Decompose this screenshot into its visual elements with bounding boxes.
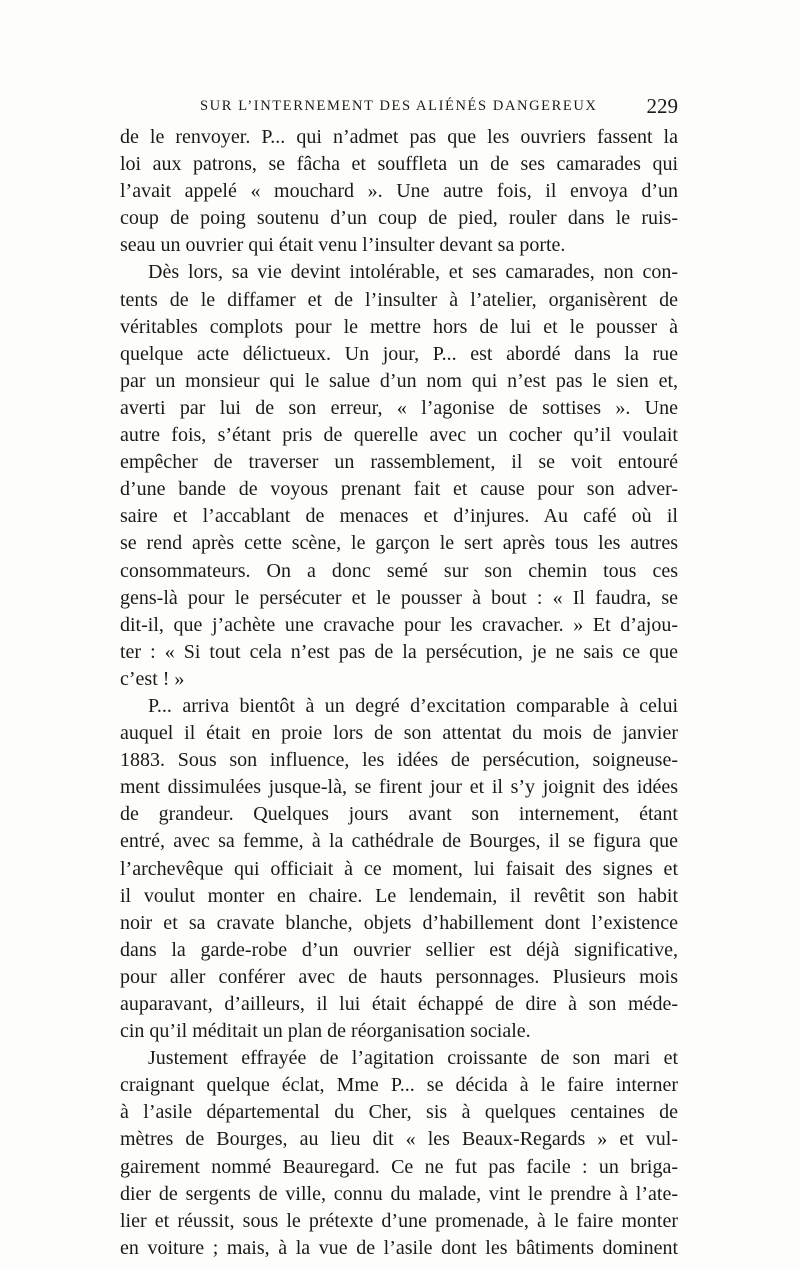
text-line: auparavant, d’ailleurs, il lui était échappé de dire à son méde-	[120, 993, 678, 1015]
body-text	[120, 124, 678, 1262]
text-line: craignant quelque éclat, Mme P... se décida à le faire interner	[120, 1074, 678, 1097]
text-line: empêcher de traverser un rassemblement, il se voit entouré	[120, 451, 678, 474]
text-line: seau un ouvrier qui était venu l’insulter devant sa porte.	[120, 234, 566, 257]
text-line: il voulut monter en chaire. Le lendemain, il revêtit son habit	[120, 884, 678, 907]
text-line: l’archevêque qui officiait à ce moment, lui faisait des signes et	[120, 857, 678, 880]
text-line: lier et réussit, sous le prétexte d’une promenade, à le faire monter	[120, 1209, 678, 1232]
text-line: ter : « Si tout cela n’est pas de la persécution, je ne sais ce que	[120, 640, 678, 663]
text-line: 1883. Sous son influence, les idées de persécution, soigneuse-	[120, 749, 678, 772]
text-line: d’une bande de voyous prenant fait et cause pour son adver-	[120, 478, 678, 501]
text-line: saire et l’accablant de menaces et d’injures. Au café où il	[120, 505, 678, 528]
text-line: autre fois, s’étant pris de querelle avec un cocher qu’il voulait	[120, 424, 678, 447]
text-line: se rend après cette scène, le garçon le sert après tous les autres	[120, 532, 678, 555]
text-line: loi aux patrons, se fâcha et souffleta un de ses camarades qui	[120, 153, 678, 176]
text-line: ment dissimulées jusque-là, se firent jour et il s’y joignit des idées	[120, 776, 678, 799]
text-line: à l’asile départemental du Cher, sis à quelques centaines de	[120, 1101, 678, 1124]
text-line: de le renvoyer. P... qui n’admet pas que les ouvriers fassent la	[120, 126, 678, 148]
page-header	[200, 94, 678, 120]
text-line: véritables complots pour le mettre hors de lui et le pousser à	[120, 315, 678, 338]
text-line: quelque acte délictueux. Un jour, P... est abordé dans la rue	[120, 342, 678, 365]
text-line: l’avait appelé « mouchard ». Une autre fois, il envoya d’un	[120, 180, 678, 203]
text-line: Justement effrayée de l’agitation croissante de son mari et	[148, 1047, 678, 1070]
text-line: noir et sa cravate blanche, objets d’habillement dont l’existence	[120, 911, 678, 934]
text-line: cin qu’il méditait un plan de réorganisation sociale.	[120, 1020, 531, 1043]
text-line: dit-il, que j’achète une cravache pour les cravacher. » Et d’ajou-	[120, 613, 678, 636]
text-line: dier de sergents de ville, connu du malade, vint le prendre à l’ate-	[120, 1182, 678, 1205]
text-line: auquel il était en proie lors de son attentat du mois de janvier	[120, 722, 678, 745]
text-line: pour aller conférer avec de hauts personnages. Plusieurs mois	[120, 965, 678, 988]
text-line: averti par lui de son erreur, « l’agonise de sottises ». Une	[120, 396, 678, 419]
text-line: dans la garde-robe d’un ouvrier sellier est déjà significative,	[120, 938, 678, 961]
text-line: consommateurs. On a donc semé sur son chemin tous ces	[120, 559, 678, 582]
running-title: SUR L’INTERNEMENT DES ALIÉNÉS DANGEREUX	[200, 98, 598, 114]
page-number: 229	[646, 94, 678, 118]
text-line: de grandeur. Quelques jours avant son internement, étant	[120, 803, 678, 826]
text-line: Dès lors, sa vie devint intolérable, et ses camarades, non con-	[148, 261, 678, 284]
text-line: mètres de Bourges, au lieu dit « les Beaux-Regards » et vul-	[120, 1128, 678, 1151]
text-line: tents de le diffamer et de l’insulter à l’atelier, organisèrent de	[120, 288, 678, 311]
text-line: c’est ! »	[120, 667, 185, 690]
text-line: P... arriva bientôt à un degré d’excitation comparable à celui	[148, 694, 678, 717]
text-line: coup de poing soutenu d’un coup de pied, rouler dans le ruis-	[120, 207, 678, 230]
text-line: entré, avec sa femme, à la cathédrale de Bourges, il se figura que	[120, 830, 678, 853]
text-line: par un monsieur qui le salue d’un nom qui n’est pas le sien et,	[120, 369, 678, 392]
text-line: gens-là pour le persécuter et le pousser à bout : « Il faudra, se	[120, 586, 678, 609]
text-line: gairement nommé Beauregard. Ce ne fut pas facile : un briga-	[120, 1155, 678, 1178]
text-line: en voiture ; mais, à la vue de l’asile dont les bâtiments dominent	[120, 1236, 678, 1259]
